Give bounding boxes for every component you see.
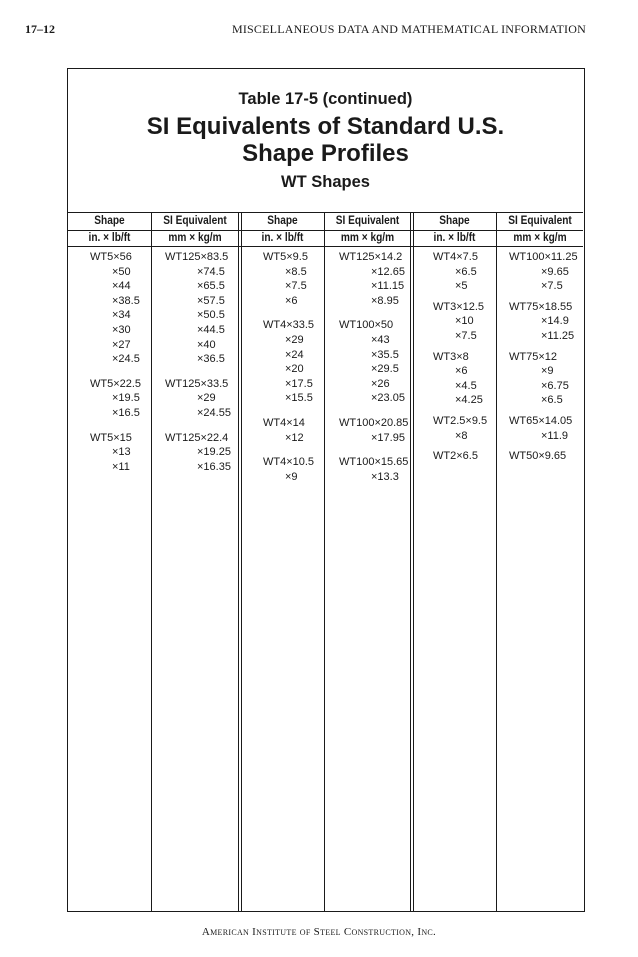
table-row [433, 300, 487, 315]
table-row [433, 379, 487, 394]
table-row [433, 364, 487, 379]
table-row [263, 431, 314, 446]
si-cell: WT100×15.65 [339, 456, 409, 469]
group-divider [410, 212, 411, 911]
table-row [263, 265, 314, 280]
shape-cell: WT5×22.5 [90, 377, 142, 390]
table-number: Table 17-5 (continued) [238, 90, 413, 108]
shape-cell: ×50 [112, 265, 131, 278]
table-row [509, 329, 578, 344]
table-row [263, 416, 314, 431]
si-cell: ×6.5 [541, 394, 563, 407]
table-row [263, 279, 314, 294]
header-shape: Shape [267, 215, 298, 227]
header-shape: Shape [94, 215, 125, 227]
si-column-1 [165, 250, 231, 474]
table-row [90, 308, 141, 323]
si-cell: ×36.5 [197, 353, 225, 366]
table-row [433, 250, 487, 265]
si-cell: ×44.5 [197, 323, 225, 336]
si-cell: ×6.75 [541, 379, 569, 392]
table-row [433, 265, 487, 280]
table-row [339, 279, 408, 294]
table-row [165, 431, 231, 446]
table-row [165, 279, 231, 294]
table-row [165, 265, 231, 280]
header-rule [68, 230, 583, 231]
table-row [90, 391, 141, 406]
table-row [339, 265, 408, 280]
table-row [509, 414, 578, 429]
si-cell: ×11.9 [541, 429, 569, 442]
table-row [165, 391, 231, 406]
shape-cell: ×5 [455, 280, 468, 293]
header-si-equivalent: SI Equivalent [508, 215, 572, 227]
si-cell: WT100×20.85 [339, 416, 409, 429]
table-row [165, 406, 231, 421]
shape-cell: WT5×9.5 [263, 251, 308, 263]
shape-cell: ×34 [112, 309, 131, 322]
table-row [339, 362, 408, 377]
si-column-3 [509, 250, 578, 464]
si-cell: ×74.5 [197, 265, 225, 278]
table-row [90, 323, 141, 338]
units-si: mm × kg/m [340, 232, 395, 244]
shape-cell: WT3×8 [433, 350, 469, 363]
shape-cell: WT4×14 [263, 416, 305, 429]
table-row [263, 391, 314, 406]
si-cell: ×11.15 [371, 280, 405, 293]
si-cell: WT100×50 [339, 319, 394, 332]
shape-cell: ×4.25 [455, 394, 483, 407]
si-cell: ×12.65 [371, 265, 405, 278]
shape-cell: ×27 [112, 338, 131, 351]
table-row [509, 429, 578, 444]
table-row [263, 470, 314, 485]
table-row [433, 393, 487, 408]
table-row [90, 377, 141, 392]
table-row [90, 460, 141, 475]
table-row [339, 348, 408, 363]
units-rule [68, 246, 583, 247]
units-shape: in. × lb/ft [88, 232, 131, 244]
si-cell: ×16.35 [197, 460, 231, 473]
table-row [509, 449, 578, 464]
table-row [263, 377, 314, 392]
title-block [68, 69, 583, 212]
page-footer: American Institute of Steel Construction, Inc. [201, 926, 437, 938]
shape-cell: ×15.5 [285, 392, 313, 405]
shape-column-1 [90, 250, 141, 474]
si-cell: ×35.5 [371, 348, 399, 361]
shape-cell: WT5×56 [90, 251, 132, 263]
shape-cell: ×44 [112, 280, 131, 293]
column-divider [324, 212, 325, 911]
table-row [509, 314, 578, 329]
shape-column-3 [433, 250, 487, 464]
shape-cell: ×12 [285, 431, 304, 444]
table-row [165, 338, 231, 353]
si-cell: ×57.5 [197, 294, 225, 307]
table-row [339, 416, 408, 431]
table-row [90, 406, 141, 421]
shape-cell: ×7.5 [285, 280, 307, 293]
table-row [433, 449, 487, 464]
header-si-equivalent: SI Equivalent [163, 215, 227, 227]
si-cell: WT125×83.5 [165, 251, 229, 263]
table-row [509, 300, 578, 315]
si-cell: ×9.65 [541, 265, 569, 278]
table-row [339, 333, 408, 348]
main-title-line-2: Shape Profiles [242, 140, 409, 167]
shape-cell: WT3×12.5 [433, 300, 485, 313]
table-row [165, 308, 231, 323]
shape-cell: ×8.5 [285, 265, 307, 278]
shape-cell: ×38.5 [112, 294, 140, 307]
table-row [433, 314, 487, 329]
si-cell: WT75×12 [509, 350, 557, 363]
table-frame [67, 68, 585, 912]
column-divider [496, 212, 497, 911]
shape-cell: ×4.5 [455, 379, 477, 392]
header-si-equivalent: SI Equivalent [335, 215, 400, 227]
shape-cell: ×7.5 [455, 329, 477, 342]
shape-column-2 [263, 250, 314, 484]
table-row [509, 265, 578, 280]
table-row [165, 352, 231, 367]
si-cell: WT125×14.2 [339, 251, 403, 263]
group-divider [238, 212, 239, 911]
shape-cell: ×24.5 [112, 353, 140, 366]
shape-cell: ×19.5 [112, 392, 140, 405]
si-cell: ×43 [371, 333, 390, 346]
running-head: MISCELLANEOUS DATA AND MATHEMATICAL INFORMATION [231, 22, 586, 36]
si-cell: WT125×33.5 [165, 377, 229, 390]
si-cell: ×24.55 [197, 406, 231, 419]
table-row [90, 250, 141, 265]
shape-cell: ×6 [285, 294, 298, 307]
table-row [165, 294, 231, 309]
shape-cell: ×10 [455, 315, 474, 328]
table-subtitle: WT Shapes [281, 173, 370, 191]
si-cell: ×7.5 [541, 280, 563, 293]
shape-cell: WT2×6.5 [433, 450, 478, 463]
table-row [263, 250, 314, 265]
table-row [165, 377, 231, 392]
shape-cell: ×16.5 [112, 406, 140, 419]
shape-cell: WT2.5×9.5 [433, 414, 488, 427]
units-si: mm × kg/m [513, 232, 567, 244]
shape-cell: ×20 [285, 363, 304, 376]
si-cell: ×9 [541, 365, 554, 378]
table-row [339, 294, 408, 309]
si-cell: ×26 [371, 377, 390, 390]
group-divider [241, 212, 242, 911]
table-row [90, 294, 141, 309]
table-row [165, 445, 231, 460]
table-row [433, 279, 487, 294]
si-cell: ×29.5 [371, 363, 399, 376]
shape-cell: ×8 [455, 429, 468, 442]
si-cell: ×13.3 [371, 470, 399, 483]
title-rule [68, 212, 583, 213]
si-cell: WT75×18.55 [509, 300, 573, 313]
si-cell: ×8.95 [371, 294, 399, 307]
table-row [433, 414, 487, 429]
table-row [165, 323, 231, 338]
si-cell: ×17.95 [371, 431, 405, 444]
group-divider [413, 212, 414, 911]
shape-cell: WT4×33.5 [263, 319, 315, 332]
si-cell: WT125×22.4 [165, 431, 229, 444]
table-row [433, 350, 487, 365]
si-cell: ×11.25 [541, 329, 575, 342]
shape-cell: ×17.5 [285, 377, 313, 390]
table-row [263, 362, 314, 377]
table-row [509, 350, 578, 365]
table-row [509, 250, 578, 265]
table-row [263, 333, 314, 348]
shape-cell: ×11 [112, 460, 130, 473]
si-cell: ×65.5 [197, 280, 225, 293]
si-cell: ×29 [197, 392, 216, 405]
table-row [509, 279, 578, 294]
header-shape: Shape [439, 215, 470, 227]
main-title-line-1: SI Equivalents of Standard U.S. [146, 113, 505, 140]
si-cell: ×40 [197, 338, 216, 351]
si-column-2 [339, 250, 408, 484]
table-row [263, 348, 314, 363]
shape-cell: ×6 [455, 365, 468, 378]
units-si: mm × kg/m [168, 232, 222, 244]
table-row [165, 250, 231, 265]
si-cell: ×23.05 [371, 392, 405, 405]
units-shape: in. × lb/ft [433, 232, 476, 244]
table-row [90, 279, 141, 294]
page-number: 17–12 [25, 22, 55, 36]
table-row [90, 352, 141, 367]
shape-cell: ×29 [285, 333, 304, 346]
table-row [339, 455, 408, 470]
si-cell: ×14.9 [541, 315, 569, 328]
shape-cell: WT4×7.5 [433, 251, 478, 263]
table-row [90, 445, 141, 460]
si-cell: WT65×14.05 [509, 414, 573, 427]
shape-cell: ×6.5 [455, 265, 477, 278]
table-row [433, 329, 487, 344]
table-row [339, 431, 408, 446]
units-shape: in. × lb/ft [261, 232, 304, 244]
si-cell: WT50×9.65 [509, 450, 567, 463]
table-row [263, 318, 314, 333]
table-row [263, 455, 314, 470]
shape-cell: ×13 [112, 446, 131, 459]
table-row [90, 265, 141, 280]
si-cell: ×50.5 [197, 309, 225, 322]
table-row [339, 377, 408, 392]
shape-cell: ×30 [112, 323, 131, 336]
table-row [339, 250, 408, 265]
table-row [165, 460, 231, 475]
table-row [90, 338, 141, 353]
column-divider [151, 212, 152, 911]
shape-cell: ×9 [285, 470, 298, 483]
shape-cell: WT4×10.5 [263, 456, 315, 469]
table-row [509, 393, 578, 408]
shape-cell: ×24 [285, 348, 304, 361]
table-row [339, 318, 408, 333]
shape-cell: WT5×15 [90, 431, 132, 444]
table-row [433, 429, 487, 444]
si-cell: ×19.25 [197, 446, 231, 459]
table-row [509, 364, 578, 379]
table-row [263, 294, 314, 309]
table-row [339, 391, 408, 406]
si-cell: WT100×11.25 [509, 251, 578, 263]
table-row [90, 431, 141, 446]
table-row [509, 379, 578, 394]
table-row [339, 470, 408, 485]
